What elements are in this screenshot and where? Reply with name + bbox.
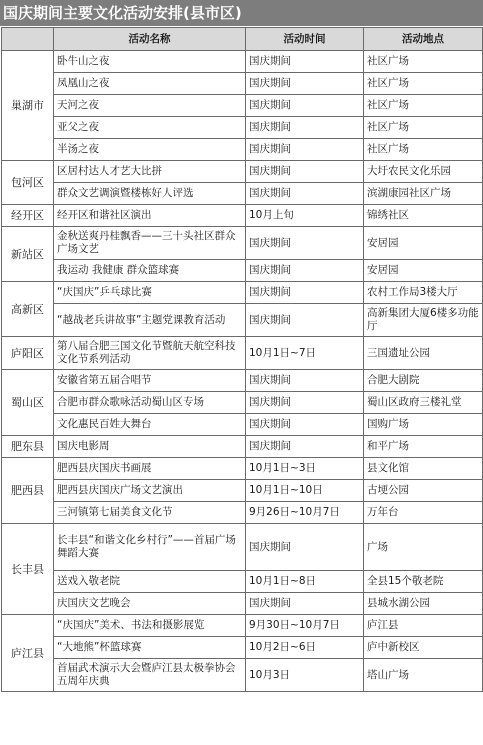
activity-name: 天河之夜 — [54, 95, 246, 117]
activity-name: 文化惠民百姓大舞台 — [54, 414, 246, 436]
table-row — [2, 637, 483, 659]
activity-name: 半汤之夜 — [54, 139, 246, 161]
activity-name: 送戏入敬老院 — [54, 571, 246, 593]
activity-time: 国庆期间 — [246, 370, 364, 392]
activity-name: 肥西县庆国庆广场文艺演出 — [54, 480, 246, 502]
table-row — [2, 139, 483, 161]
activity-place: 社区广场 — [364, 73, 483, 95]
activity-name: 肥西县庆国庆书画展 — [54, 458, 246, 480]
table-row — [2, 571, 483, 593]
region-cell: 庐阳区 — [2, 337, 54, 370]
activity-name: “庆国庆”乒乓球比赛 — [54, 282, 246, 304]
activity-time: 国庆期间 — [246, 524, 364, 571]
activity-time: 国庆期间 — [246, 593, 364, 615]
activity-place: 社区广场 — [364, 95, 483, 117]
activity-time: 国庆期间 — [246, 282, 364, 304]
activity-place: 高新集团大厦6楼多功能厅 — [364, 304, 483, 337]
activity-name: 安徽省第五届合唱节 — [54, 370, 246, 392]
table-row — [2, 282, 483, 304]
table-row — [2, 392, 483, 414]
region-cell: 蜀山区 — [2, 370, 54, 436]
activity-time: 国庆期间 — [246, 260, 364, 282]
table-row — [2, 502, 483, 524]
activity-time: 国庆期间 — [246, 183, 364, 205]
table-row — [2, 73, 483, 95]
activity-place: 大圩农民文化乐园 — [364, 161, 483, 183]
page-title: 国庆期间主要文化活动安排(县市区) — [0, 0, 483, 26]
table-row — [2, 615, 483, 637]
header-activity-name: 活动名称 — [54, 28, 246, 51]
activity-time: 10月1日~8日 — [246, 571, 364, 593]
table-row — [2, 436, 483, 458]
activity-name: 庆国庆文艺晚会 — [54, 593, 246, 615]
activity-time: 国庆期间 — [246, 117, 364, 139]
activity-time: 10月2日~6日 — [246, 637, 364, 659]
region-cell: 高新区 — [2, 282, 54, 337]
activity-place: 三国遗址公园 — [364, 337, 483, 370]
table-row — [2, 480, 483, 502]
activity-time: 国庆期间 — [246, 392, 364, 414]
activity-name: 卧牛山之夜 — [54, 51, 246, 73]
activity-place: 社区广场 — [364, 117, 483, 139]
activity-name: 金秋送爽丹桂飘香——三十头社区群众广场文艺 — [54, 227, 246, 260]
activity-place: 合肥大剧院 — [364, 370, 483, 392]
activity-time: 国庆期间 — [246, 304, 364, 337]
table-row — [2, 337, 483, 370]
region-cell: 经开区 — [2, 205, 54, 227]
activity-name: 国庆电影周 — [54, 436, 246, 458]
activity-name: 首届武术演示大会暨庐江县太极拳协会五周年庆典 — [54, 659, 246, 692]
activity-time: 10月1日~7日 — [246, 337, 364, 370]
activity-time: 国庆期间 — [246, 139, 364, 161]
region-cell: 新站区 — [2, 227, 54, 282]
activity-time: 10月1日~3日 — [246, 458, 364, 480]
region-cell: 巢湖市 — [2, 51, 54, 161]
activity-place: 县城水湖公园 — [364, 593, 483, 615]
table-row — [2, 205, 483, 227]
region-cell: 包河区 — [2, 161, 54, 205]
activity-place: 古埂公园 — [364, 480, 483, 502]
activity-name: 第八届合肥三国文化节暨航天航空科技文化节系列活动 — [54, 337, 246, 370]
activity-place: 锦绣社区 — [364, 205, 483, 227]
activity-name: 区居村达人才艺大比拼 — [54, 161, 246, 183]
activity-time: 10月3日 — [246, 659, 364, 692]
activity-time: 国庆期间 — [246, 227, 364, 260]
header-region — [2, 28, 54, 51]
table-row — [2, 161, 483, 183]
activity-place: 社区广场 — [364, 51, 483, 73]
table-row — [2, 304, 483, 337]
activity-name: 我运动 我健康 群众篮球赛 — [54, 260, 246, 282]
activity-time: 9月26日~10月7日 — [246, 502, 364, 524]
activity-place: 滨湖康园社区广场 — [364, 183, 483, 205]
activity-time: 国庆期间 — [246, 414, 364, 436]
activity-time: 国庆期间 — [246, 95, 364, 117]
activity-place: 塔山广场 — [364, 659, 483, 692]
activity-name: 亚父之夜 — [54, 117, 246, 139]
activity-place: 县文化馆 — [364, 458, 483, 480]
activity-place: 国购广场 — [364, 414, 483, 436]
activity-place: 广场 — [364, 524, 483, 571]
activity-time: 国庆期间 — [246, 73, 364, 95]
table-row — [2, 183, 483, 205]
header-activity-time: 活动时间 — [246, 28, 364, 51]
activity-place: 安居园 — [364, 227, 483, 260]
table-row — [2, 659, 483, 692]
activity-place: 全县15个敬老院 — [364, 571, 483, 593]
table-row — [2, 458, 483, 480]
activity-name: “越战老兵讲故事”主题党课教育活动 — [54, 304, 246, 337]
activity-place: 蜀山区政府三楼礼堂 — [364, 392, 483, 414]
table-row — [2, 524, 483, 571]
activity-name: “庆国庆”美术、书法和摄影展览 — [54, 615, 246, 637]
activity-name: 三河镇第七届美食文化节 — [54, 502, 246, 524]
table-row — [2, 51, 483, 73]
activity-name: 合肥市群众歌咏活动蜀山区专场 — [54, 392, 246, 414]
activity-place: 社区广场 — [364, 139, 483, 161]
activity-name: 群众文艺调演暨楼栋好人评选 — [54, 183, 246, 205]
region-cell: 庐江县 — [2, 615, 54, 692]
activity-place: 安居园 — [364, 260, 483, 282]
activity-table — [1, 27, 483, 692]
region-cell: 肥西县 — [2, 458, 54, 524]
region-cell: 长丰县 — [2, 524, 54, 615]
table-header-row — [2, 28, 483, 51]
activity-name: “大地熊”杯篮球赛 — [54, 637, 246, 659]
activity-place: 庐江县 — [364, 615, 483, 637]
table-row — [2, 414, 483, 436]
activity-place: 庐中新校区 — [364, 637, 483, 659]
table-row — [2, 593, 483, 615]
activity-time: 10月1日~10日 — [246, 480, 364, 502]
activity-name: 凤凰山之夜 — [54, 73, 246, 95]
activity-name: 经开区和谐社区演出 — [54, 205, 246, 227]
table-row — [2, 370, 483, 392]
table-row — [2, 95, 483, 117]
region-cell: 肥东县 — [2, 436, 54, 458]
activity-time: 国庆期间 — [246, 51, 364, 73]
activity-place: 万年台 — [364, 502, 483, 524]
header-activity-place: 活动地点 — [364, 28, 483, 51]
table-row — [2, 227, 483, 260]
activity-time: 国庆期间 — [246, 161, 364, 183]
activity-time: 9月30日~10月7日 — [246, 615, 364, 637]
activity-time: 10月上旬 — [246, 205, 364, 227]
activity-place: 农村工作局3楼大厅 — [364, 282, 483, 304]
activity-name: 长丰县“和谐文化乡村行”——首届广场舞蹈大赛 — [54, 524, 246, 571]
table-row — [2, 117, 483, 139]
activity-place: 和平广场 — [364, 436, 483, 458]
table-row — [2, 260, 483, 282]
activity-time: 国庆期间 — [246, 436, 364, 458]
